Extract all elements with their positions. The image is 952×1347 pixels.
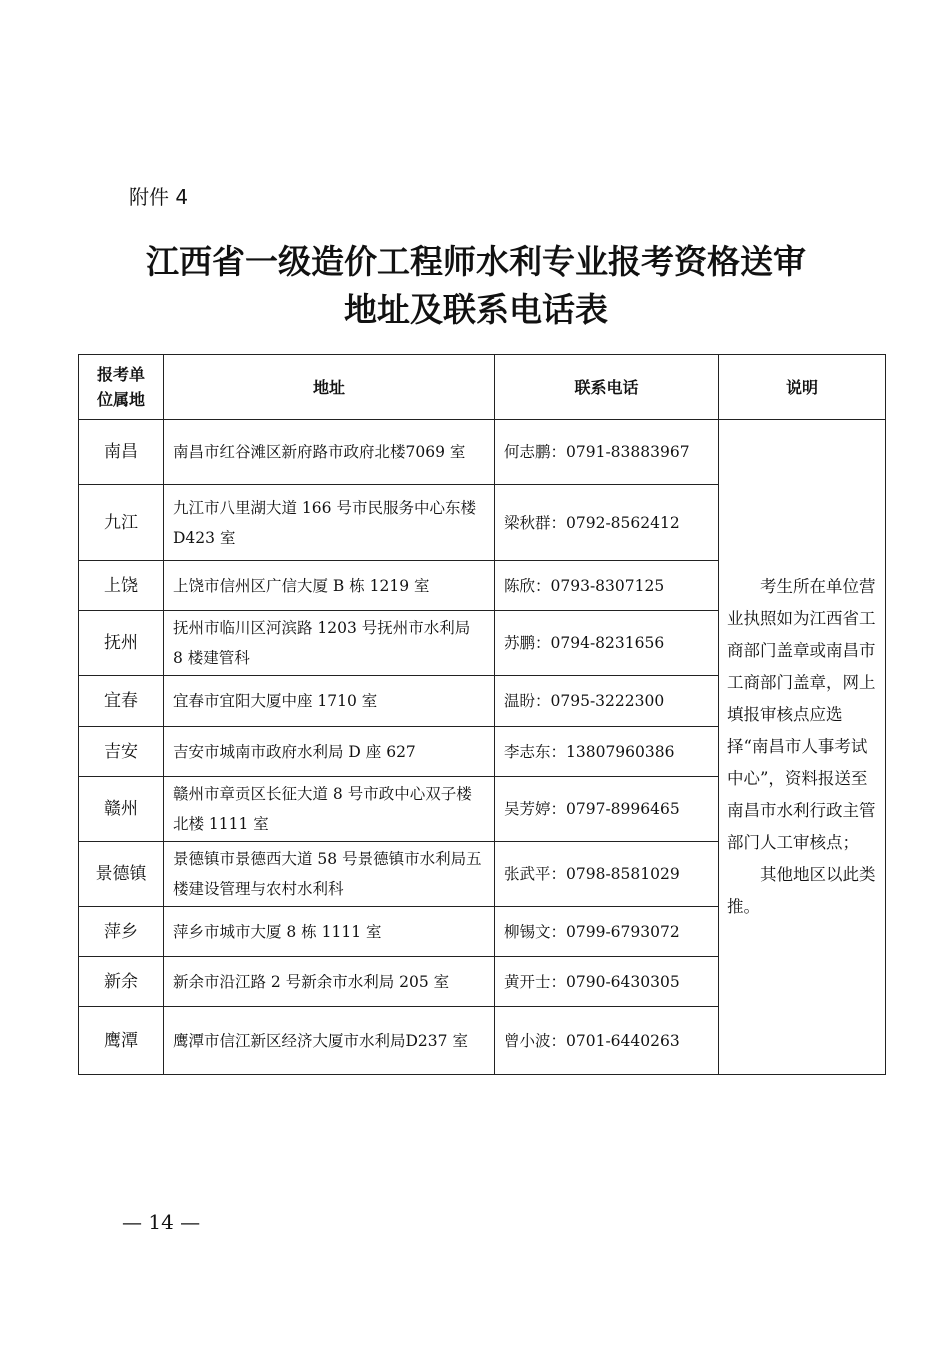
city-cell: 萍乡 bbox=[79, 907, 164, 957]
address-cell: 萍乡市城市大厦 8 栋 1111 室 bbox=[164, 907, 495, 957]
phone-cell: 张武平：0798-8581029 bbox=[495, 842, 719, 907]
table-row bbox=[79, 420, 886, 485]
city-cell: 宜春 bbox=[79, 676, 164, 727]
address-cell: 南昌市红谷滩区新府路市政府北楼7069 室 bbox=[164, 420, 495, 485]
phone-cell: 李志东：13807960386 bbox=[495, 727, 719, 777]
phone-cell: 曾小波：0701-6440263 bbox=[495, 1007, 719, 1075]
phone-cell: 陈欣：0793-8307125 bbox=[495, 561, 719, 611]
phone-cell: 梁秋群：0792-8562412 bbox=[495, 485, 719, 561]
document-title-line2: 地址及联系电话表 bbox=[344, 290, 608, 329]
header-phone: 联系电话 bbox=[495, 355, 719, 420]
note-cell bbox=[719, 420, 886, 1075]
city-cell: 鹰潭 bbox=[79, 1007, 164, 1075]
phone-cell: 柳锡文：0799-6793072 bbox=[495, 907, 719, 957]
attachment-label: 附件 4 bbox=[129, 185, 189, 209]
address-cell: 上饶市信州区广信大厦 B 栋 1219 室 bbox=[164, 561, 495, 611]
phone-cell: 何志鹏：0791-83883967 bbox=[495, 420, 719, 485]
phone-cell: 温盼：0795-3222300 bbox=[495, 676, 719, 727]
phone-cell: 吴芳婷：0797-8996465 bbox=[495, 777, 719, 842]
city-cell: 赣州 bbox=[79, 777, 164, 842]
header-region: 报考单 位属地 bbox=[79, 355, 164, 420]
phone-cell: 苏鹏：0794-8231656 bbox=[495, 611, 719, 676]
address-cell: 抚州市临川区河滨路 1203 号抚州市水利局 8 楼建管科 bbox=[164, 611, 495, 676]
address-cell: 宜春市宜阳大厦中座 1710 室 bbox=[164, 676, 495, 727]
city-cell: 九江 bbox=[79, 485, 164, 561]
address-cell: 赣州市章贡区长征大道 8 号市政中心双子楼北楼 1111 室 bbox=[164, 777, 495, 842]
city-cell: 抚州 bbox=[79, 611, 164, 676]
phone-cell: 黄开士：0790-6430305 bbox=[495, 957, 719, 1007]
city-cell: 南昌 bbox=[79, 420, 164, 485]
address-cell: 新余市沿江路 2 号新余市水利局 205 室 bbox=[164, 957, 495, 1007]
note-paragraph: 其他地区以此类推。 bbox=[727, 865, 876, 916]
city-cell: 上饶 bbox=[79, 561, 164, 611]
page-number: — 14 — bbox=[122, 1210, 201, 1234]
city-cell: 吉安 bbox=[79, 727, 164, 777]
header-note: 说明 bbox=[719, 355, 886, 420]
address-cell: 吉安市城南市政府水利局 D 座 627 bbox=[164, 727, 495, 777]
address-cell: 鹰潭市信江新区经济大厦市水利局D237 室 bbox=[164, 1007, 495, 1075]
city-cell: 景德镇 bbox=[79, 842, 164, 907]
contact-table bbox=[78, 354, 886, 1075]
header-address: 地址 bbox=[164, 355, 495, 420]
address-cell: 景德镇市景德西大道 58 号景德镇市水利局五楼建设管理与农村水利科 bbox=[164, 842, 495, 907]
document-title-line1: 江西省一级造价工程师水利专业报考资格送审 bbox=[146, 242, 806, 281]
note-paragraph: 考生所在单位营业执照如为江西省工商部门盖章或南昌市工商部门盖章，网上填报审核点应选择“南昌市人事考试中心”，资料报送至南昌市水利行政主管部门人工审核点； bbox=[727, 577, 876, 852]
city-cell: 新余 bbox=[79, 957, 164, 1007]
table-header-row bbox=[79, 355, 886, 420]
address-cell: 九江市八里湖大道 166 号市民服务中心东楼 D423 室 bbox=[164, 485, 495, 561]
